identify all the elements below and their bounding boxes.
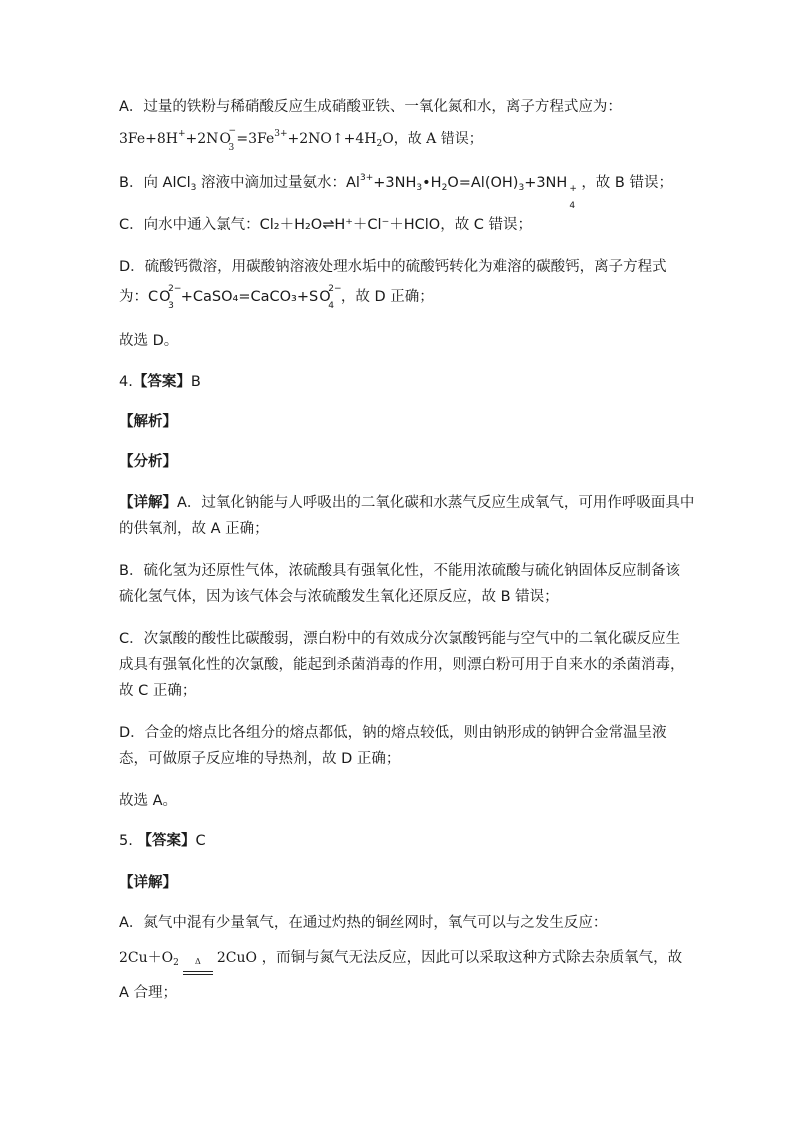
text: +3NH <box>373 175 417 191</box>
q4-analysis-heading <box>119 412 177 432</box>
answer-label: 【答案】 <box>137 833 196 849</box>
text: C．次氯酸的酸性比碳酸弱，漂白粉中的有效成分次氯酸钙能与空气中的二氧化碳反应生 <box>119 631 681 647</box>
text: O <box>219 131 231 147</box>
q3-option-d-line1 <box>119 257 667 277</box>
q3-option-b <box>119 173 673 211</box>
text: 的供氧剂，故 A 正确； <box>119 521 269 537</box>
text: +3NH <box>524 175 568 191</box>
q3-option-d-line2 <box>119 284 434 311</box>
text: 态，可做原子反应堆的导热剂，故 D 正确； <box>119 751 401 767</box>
q4-fenxi-heading <box>119 452 177 472</box>
text: 3Fe+8H <box>119 131 178 147</box>
text: D．硫酸钙微溶，用碳酸钠溶液处理水垢中的硫酸钙转化为难溶的碳酸钙，离子方程式 <box>119 259 667 275</box>
text: 为：C <box>119 289 159 305</box>
text: O，故 A 错误； <box>382 131 483 147</box>
nitrate-ion <box>219 126 236 153</box>
subscript: 3 <box>416 183 423 193</box>
text: 2CuO <box>216 950 257 966</box>
subscript: 3 <box>518 183 525 193</box>
carbonate-ion <box>159 284 182 311</box>
equals-bar <box>183 974 213 975</box>
equals-bar <box>183 971 213 972</box>
text: •H <box>422 175 442 191</box>
subscript: 3 <box>228 143 235 153</box>
text: +CaSO₄=CaCO₃+S <box>180 289 319 305</box>
text: 溶液中滴加过量氨水：Al <box>196 175 360 191</box>
q4-option-c-line1 <box>119 629 680 649</box>
q5-option-a-line3 <box>119 983 177 1003</box>
text: C．向水中通入氯气：Cl₂＋H₂O⇌H⁺＋Cl⁻＋HClO，故 C 错误； <box>119 217 533 233</box>
subscript: 4 <box>328 301 334 311</box>
text: O=Al(OH) <box>447 175 519 191</box>
text: =3Fe <box>236 131 275 147</box>
charge: + <box>569 184 577 194</box>
q3-option-c <box>119 215 532 235</box>
text: 2Cu＋O <box>119 950 174 966</box>
q4-option-a-line2 <box>119 519 269 539</box>
q4-option-c-line2 <box>119 655 685 675</box>
detail-label: 【详解】 <box>119 495 177 511</box>
q4-answer <box>119 372 201 392</box>
text: +2N <box>185 131 219 147</box>
text: +2NO↑+4H <box>287 131 377 147</box>
q4-option-b-line2 <box>119 587 559 607</box>
question-number: 4. <box>119 374 133 390</box>
q4-conclusion <box>119 791 177 811</box>
text: O <box>319 289 331 305</box>
q4-option-d-line2 <box>119 749 400 769</box>
text: 故 C 正确； <box>119 683 197 699</box>
charge: 2− <box>328 284 342 294</box>
condition-symbol: Δ <box>194 957 201 966</box>
subscript: 2 <box>173 958 179 968</box>
q5-option-a-equation-line <box>119 948 682 968</box>
charge: 3+ <box>274 129 288 139</box>
text: ，故 B 错误； <box>581 175 673 191</box>
text: ，故 D 正确； <box>340 289 434 305</box>
text: A．过量的铁粉与稀硝酸反应生成硝酸亚铁、一氧化氮和水，离子方程式应为： <box>119 99 622 115</box>
q4-option-d-line1 <box>119 723 667 743</box>
q3-option-a-equation <box>119 126 483 153</box>
sulfate-ion <box>319 284 342 311</box>
q5-detail-heading <box>119 873 177 893</box>
text: 成具有强氧化性的次氯酸，能起到杀菌消毒的作用，则漂白粉可用于自来水的杀菌消毒， <box>119 657 685 673</box>
subscript: 3 <box>190 183 197 193</box>
charge: − <box>228 126 236 136</box>
answer-value: B <box>190 374 201 390</box>
text: ，而铜与氮气无法反应，因此可以采取这种方式除去杂质氧气，故 <box>261 950 683 966</box>
text: B．硫化氢为还原性气体，浓硫酸具有强氧化性，不能用浓硫酸与硫化钠固体反应制备该 <box>119 563 680 579</box>
charge: 3+ <box>359 173 374 183</box>
text: 【分析】 <box>119 454 177 470</box>
subscript: 2 <box>376 139 383 149</box>
q3-option-a-line1 <box>119 97 622 117</box>
answer-value: C <box>195 833 206 849</box>
subscript: 4 <box>569 201 576 211</box>
q5-option-a-line1 <box>119 913 607 933</box>
q5-answer <box>119 831 206 851</box>
text: D．合金的熔点比各组分的熔点都低，钠的熔点较低，则由钠形成的钠钾合金常温呈液 <box>119 725 667 741</box>
question-number: 5. <box>119 833 133 849</box>
charge: 2− <box>168 284 182 294</box>
text: O <box>159 289 171 305</box>
charge: + <box>178 129 186 139</box>
subscript: 2 <box>441 183 448 193</box>
text: B．向 AlCl <box>119 175 191 191</box>
q4-option-b-line1 <box>119 561 680 581</box>
copper-oxygen-equation <box>119 950 257 966</box>
text: 【详解】 <box>119 875 177 891</box>
subscript: 3 <box>168 301 174 311</box>
q4-option-c-line3 <box>119 681 196 701</box>
text: 故选 A。 <box>119 793 178 809</box>
q4-option-a-line1 <box>119 493 694 513</box>
text: A．过氧化钠能与人呼吸出的二氧化碳和水蒸气反应生成氧气，可用作呼吸面具中 <box>177 495 695 511</box>
text: 故选 D。 <box>119 333 179 349</box>
text: A．氮气中混有少量氧气，在通过灼热的铜丝网时，氧气可以与之发生反应： <box>119 915 608 931</box>
q3-conclusion <box>119 331 178 351</box>
text: 硫化氢气体，因为该气体会与浓硫酸发生氧化还原反应，故 B 错误； <box>119 589 559 605</box>
text: 【解析】 <box>119 414 177 430</box>
text: A 合理； <box>119 985 178 1001</box>
answer-label: 【答案】 <box>132 374 191 390</box>
